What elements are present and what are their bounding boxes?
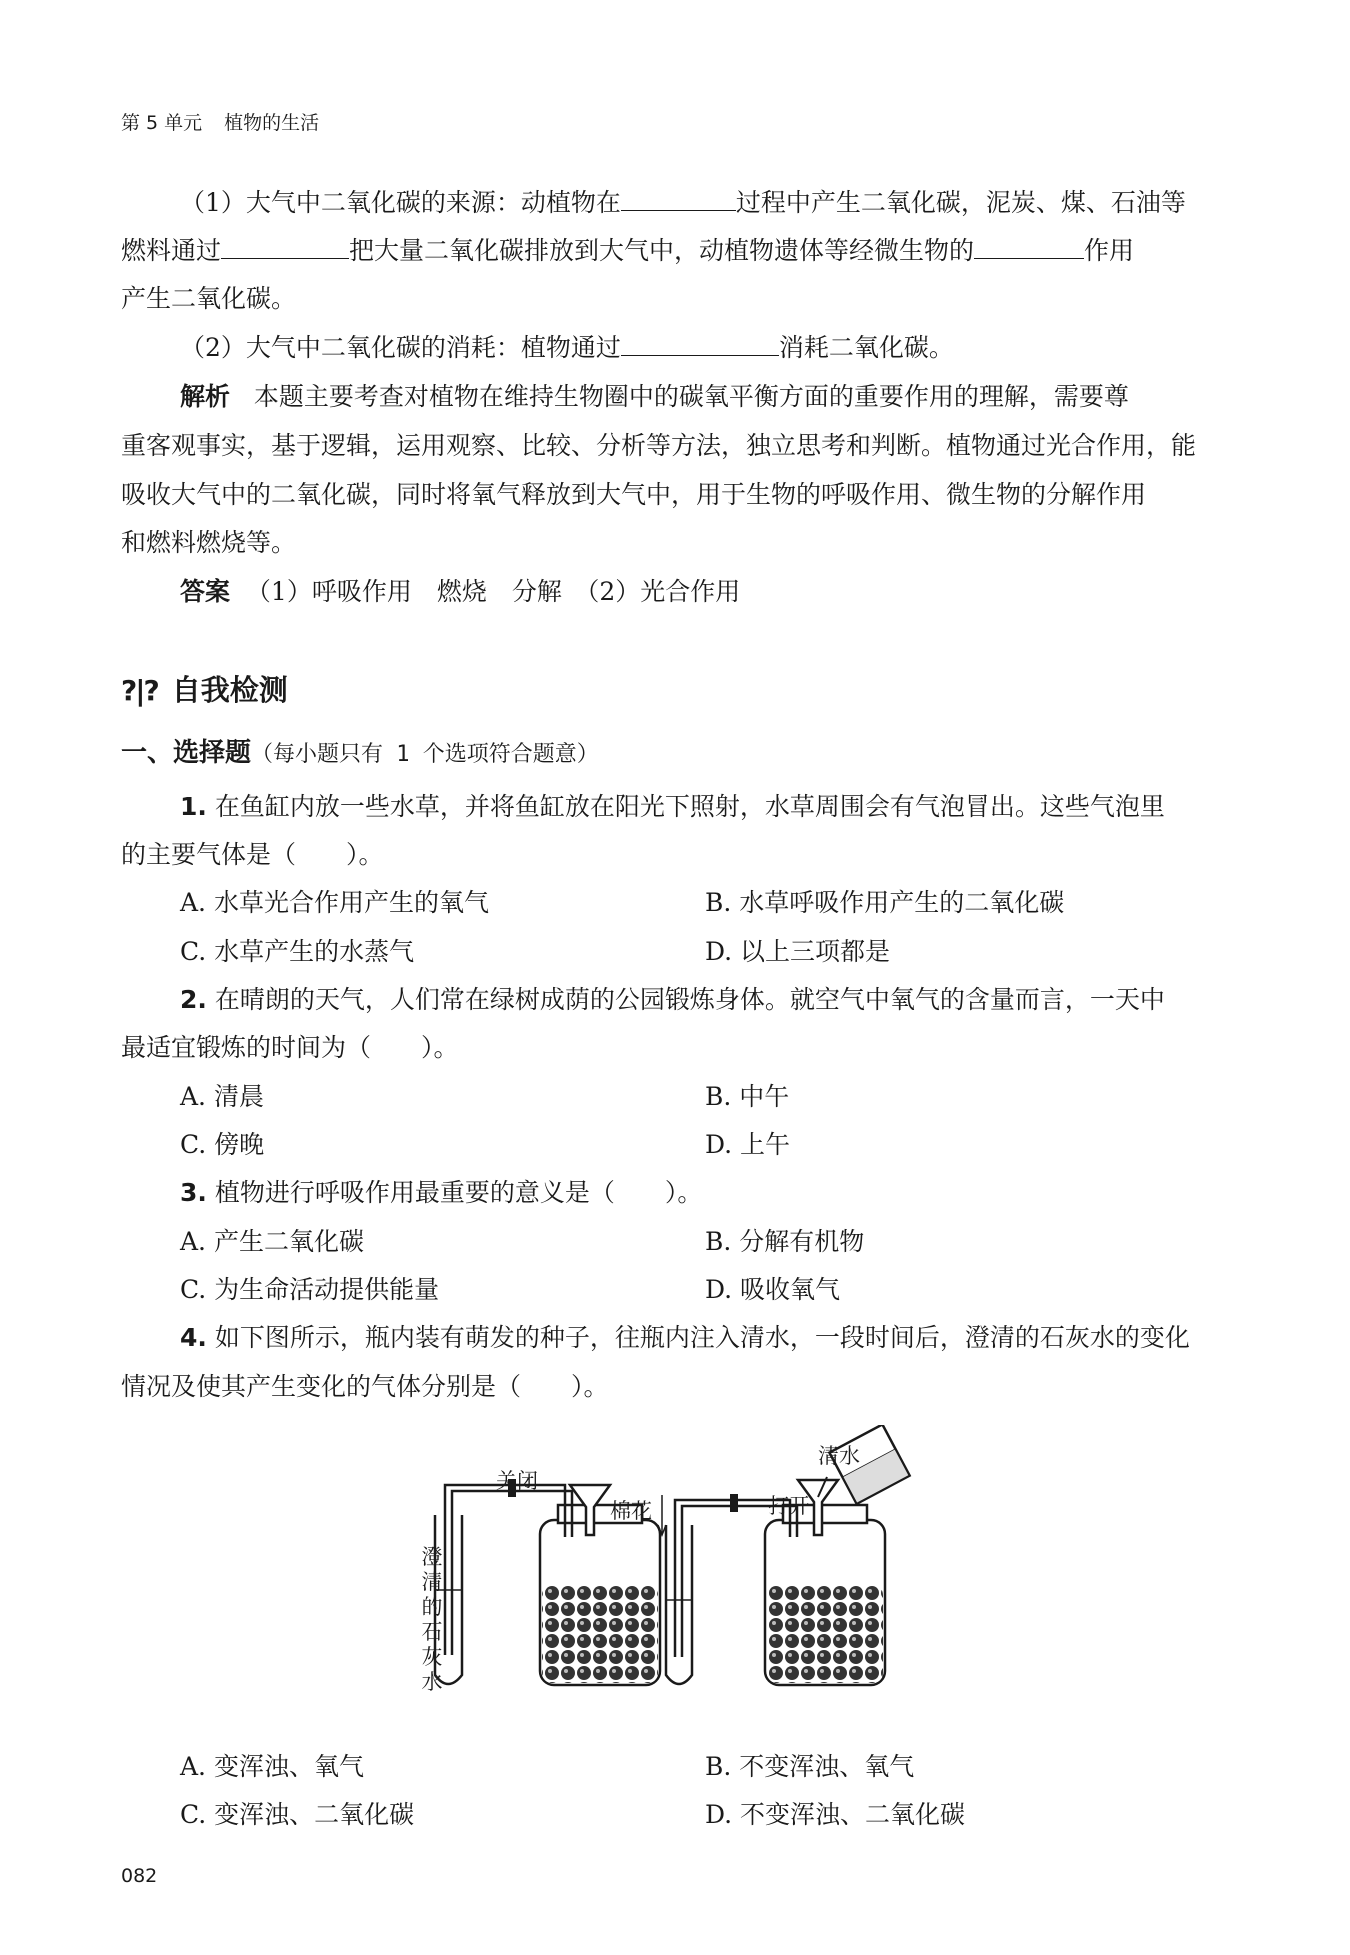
q3-option-d[interactable]: D. 吸收氧气 [705, 1275, 841, 1304]
analysis-line-2: 重客观事实，基于逻辑，运用观察、比较、分析等方法，独立思考和判断。植物通过光合作用，能 [121, 431, 1197, 460]
fill-blank [621, 188, 736, 211]
answer-line: 答案 （1）呼吸作用 燃烧 分解 （2）光合作用 [180, 577, 741, 606]
right-test-tube [666, 1525, 692, 1684]
question-4-line-2: 情况及使其产生变化的气体分别是（ ）。 [121, 1372, 609, 1401]
q2-option-d[interactable]: D. 上午 [705, 1130, 791, 1159]
q4-option-a[interactable]: A. 变浑浊、氧气 [180, 1752, 364, 1781]
question-3-line-1: 3. 植物进行呼吸作用最重要的意义是（ ）。 [180, 1178, 703, 1207]
label-closed: 关闭 [496, 1469, 538, 1493]
experiment-figure [400, 1425, 960, 1725]
q4-option-b[interactable]: B. 不变浑浊、氧气 [705, 1752, 915, 1781]
question-2-line-1: 2. 在晴朗的天气，人们常在绿树成荫的公园锻炼身体。就空气中氧气的含量而言，一天中 [180, 985, 1165, 1014]
question-1-line-2: 的主要气体是（ ）。 [121, 840, 384, 869]
answer-label: 答案 [180, 577, 231, 606]
question-4-line-1: 4. 如下图所示，瓶内装有萌发的种子，往瓶内注入清水，一段时间后，澄清的石灰水的变化 [180, 1323, 1190, 1352]
example-line-4: （2）大气中二氧化碳的消耗：植物通过 消耗二氧化碳。 [180, 333, 954, 362]
question-1-line-1: 1. 在鱼缸内放一些水草，并将鱼缸放在阳光下照射，水草周围会有气泡冒出。这些气泡里 [180, 792, 1165, 821]
q4-option-d[interactable]: D. 不变浑浊、二氧化碳 [705, 1800, 966, 1829]
example-line-2: 燃料通过 把大量二氧化碳排放到大气中，动植物遗体等经微生物的 作用 [121, 236, 1135, 265]
q2-option-a[interactable]: A. 清晨 [180, 1082, 264, 1111]
question-2-line-2: 最适宜锻炼的时间为（ ）。 [121, 1033, 459, 1062]
q3-option-a[interactable]: A. 产生二氧化碳 [180, 1227, 364, 1256]
label-limewater: 澄 清 的 石 灰 水 [421, 1545, 443, 1694]
analysis-line-3: 吸收大气中的二氧化碳，同时将氧气释放到大气中，用于生物的呼吸作用、微生物的分解作用 [121, 480, 1147, 509]
right-apparatus [658, 1425, 910, 1685]
q2-option-c[interactable]: C. 傍晚 [180, 1130, 265, 1159]
q3-option-c[interactable]: C. 为生命活动提供能量 [180, 1275, 440, 1304]
q3-option-b[interactable]: B. 分解有机物 [705, 1227, 865, 1256]
page-header [121, 108, 319, 135]
unit-label: 第 5 单元 [121, 112, 203, 134]
right-clamp [730, 1494, 738, 1512]
section-title: ?|? 自我检测 [121, 673, 288, 707]
q2-option-b[interactable]: B. 中午 [705, 1082, 790, 1111]
q1-option-c[interactable]: C. 水草产生的水蒸气 [180, 937, 415, 966]
q1-option-a[interactable]: A. 水草光合作用产生的氧气 [180, 888, 489, 917]
label-cotton: 棉花 [610, 1499, 652, 1523]
label-water: 清水 [818, 1444, 860, 1468]
left-seeds [542, 1585, 658, 1683]
fill-blank [221, 236, 349, 259]
example-line-3: 产生二氧化碳。 [121, 284, 297, 313]
part-heading: 一、选择题（每小题只有 1 个选项符合题意） [121, 738, 599, 768]
analysis-line-1: 解析 本题主要考查对植物在维持生物圈中的碳氧平衡方面的重要作用的理解，需要尊 [180, 382, 1129, 411]
right-seeds [767, 1585, 883, 1683]
analysis-line-4: 和燃料燃烧等。 [121, 528, 297, 557]
q1-option-b[interactable]: B. 水草呼吸作用产生的二氧化碳 [705, 888, 1065, 917]
q4-option-c[interactable]: C. 变浑浊、二氧化碳 [180, 1800, 415, 1829]
left-apparatus [435, 1435, 660, 1685]
q1-option-d[interactable]: D. 以上三项都是 [705, 937, 891, 966]
fill-blank [974, 236, 1084, 259]
label-open: 打开 [768, 1494, 810, 1518]
page-number: 082 [121, 1865, 158, 1887]
unit-title: 植物的生活 [224, 112, 320, 134]
example-line-1: （1）大气中二氧化碳的来源：动植物在 过程中产生二氧化碳，泥炭、煤、石油等 [180, 188, 1186, 217]
self-test-icon: ?|? [121, 674, 158, 707]
analysis-label: 解析 [180, 382, 231, 411]
fill-blank [621, 333, 779, 356]
